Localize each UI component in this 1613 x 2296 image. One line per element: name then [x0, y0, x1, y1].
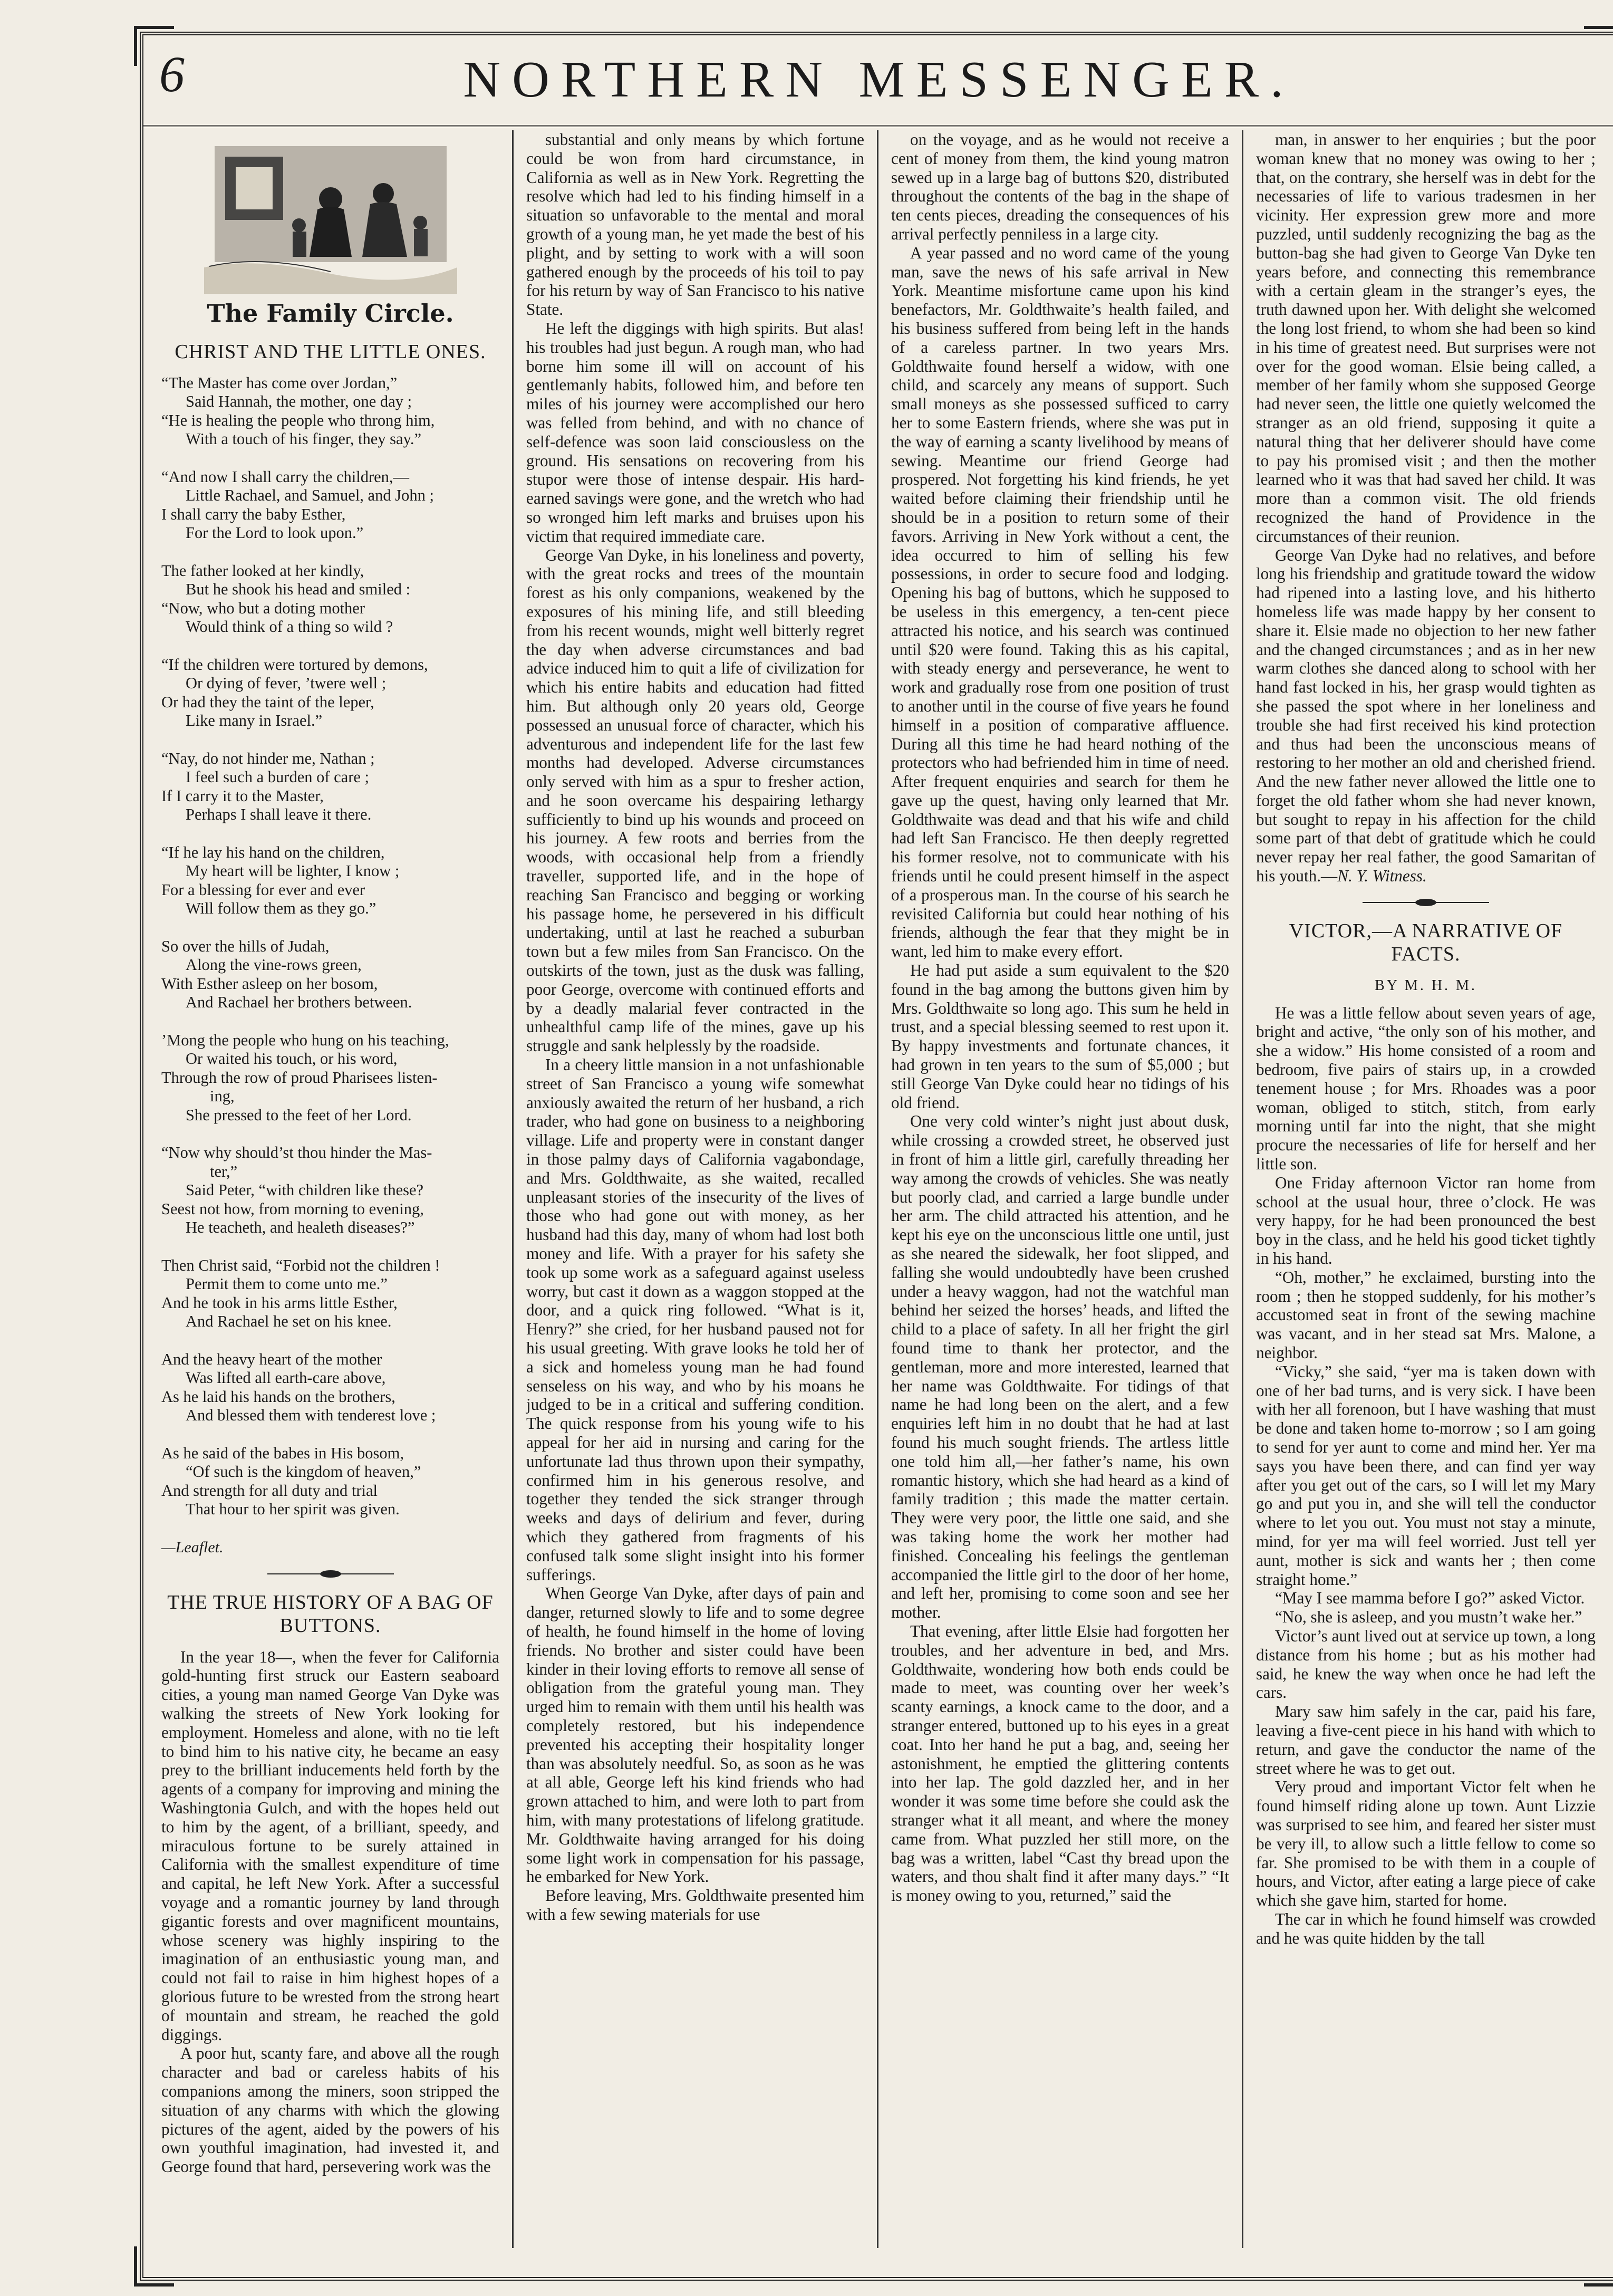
poem-line: Little Rachael, and Samuel, and John ;	[186, 486, 434, 505]
paragraph: That evening, after little Elsie had forgotten her troubles, and her adventure in bed, and Mrs. Goldthwaite, wondering how both ends could be made to meet, was counting over her week’s scanty earnings, a knock came to the door, and a stranger entered, buttoned up to his eyes in a great coat. Into her hand he put a bag, and, seeing her astonishment, he emptied the glittering contents into her lap. The gold dazzled her, and in her wonder it was some time before she could ask the stranger what it all meant, and where the money came from. What puzzled her still more, on the bag was a written, label “Cast thy bread upon the waters, and thou shalt find it after many days.” “It is money owing to you, returned,” said the	[891, 1621, 1229, 1905]
column-2	[514, 130, 878, 2248]
section-heading: The Family Circle.	[207, 299, 454, 328]
poem-line: Or had they the taint of the leper,	[161, 693, 374, 711]
paragraph: “May I see mamma before I go?” asked Victor.	[1275, 1589, 1585, 1608]
masthead	[143, 35, 1613, 127]
poem-line: As he laid his hands on the brothers,	[161, 1387, 395, 1406]
story-source: N. Y. Witness.	[1337, 867, 1427, 886]
poem-line: Will follow them as they go.”	[186, 899, 376, 918]
paragraph: Mary saw him safely in the car, paid his fare, leaving a five-cent piece in his hand with which to return, and gave the conductor the name of the street where he was to get out.	[1256, 1702, 1596, 1778]
poem-title: CHRIST AND THE LITTLE ONES.	[175, 340, 486, 363]
poem-line: So over the hills of Judah,	[161, 937, 330, 955]
poem-line: “Now why should’st thou hinder the Mas-	[161, 1144, 432, 1162]
poem-line: Like many in Israel.”	[186, 712, 323, 730]
poem-stanza	[161, 750, 499, 824]
poem-stanza	[161, 1256, 499, 1331]
poem-line: And Rachael her brothers between.	[186, 993, 412, 1012]
poem-line: Said Peter, “with children like these?	[186, 1181, 424, 1199]
poem-line: And the heavy heart of the mother	[161, 1350, 382, 1368]
paragraph: One very cold winter’s night just about dusk, while crossing a crowded street, he observed just in front of him a little girl, carefully threading her way among the crowds of vehicles. She was neatly but poorly clad, and carried a large bundle under her arm. The child attracted his attention, and he kept his eye on the unconscious little one until, just as she neared the sidewalk, her foot slipped, and falling she would undoubtedly have been crushed under a heavy waggon, had not the watchful man behind her seized the horses’ heads, and lifted the child to a place of safety. In all her fright the girl found time to thank her protector, and the gentleman, more and more interested, learned that her name was Goldthwaite. For tidings of that name he had long been on the alert, and a few enquiries left him in no doubt that he had at last found his much sought friends. The artless little one told him all,—her father’s name, his own romantic history, which she had heard as a kind of family tradition ; this made the matter certain. They were very poor, the little one said, and she was taking home the work her mother had finished. Concealing his feelings the gentleman accompanied the little girl to the door of her home, and left her, promising to come soon and see her mother.	[891, 1112, 1229, 1622]
poem-line: For a blessing for ever and ever	[161, 880, 365, 899]
poem-line: With a touch of his finger, they say.”	[186, 430, 422, 448]
paragraph: When George Van Dyke, after days of pain and danger, returned slowly to life and to some degree of health, he found himself in the home of loving friends. No brother and sister could have been kinder in their loving efforts to remove all sense of obligation from the grateful young man. They urged him to remain with them until his health was completely restored, but his independence prevented his accepting their hospitality longer than was absolutely needful. So, as soon as he was at all able, George left his kind friends who had grown attached to him, and were loth to part from him, with many protestations of lifelong gratitude. Mr. Goldthwaite having arranged for his doing some light work in compensation for his passage, he embarked for New York.	[526, 1584, 864, 1886]
poem-line: She pressed to the feet of her Lord.	[186, 1106, 412, 1124]
poem-line: “He is healing the people who throng him,	[161, 411, 435, 429]
poem-line: Then Christ said, “Forbid not the children !	[161, 1256, 440, 1274]
story-text	[161, 1648, 499, 2176]
paragraph: He was a little fellow about seven years of age, bright and active, “the only son of his mother, and she a widow.” His home consisted of a room and bedroom, five pairs of stairs up, in a crowded tenement house ; for Mrs. Rhoades was a poor woman, obliged to stitch, stitch, from early morning until far into the night, that she might procure the necessaries of life for herself and her little son.	[1256, 1003, 1596, 1174]
poem-line: As he said of the babes in His bosom,	[161, 1444, 404, 1462]
paragraph: “No, she is asleep, and you mustn’t wake her.”	[1275, 1608, 1582, 1627]
poem-line: Perhaps I shall leave it there.	[186, 805, 372, 824]
paragraph: In the year 18—, when the fever for California gold-hunting first struck our Eastern seaboard cities, a young man named George Van Dyke was walking the streets of New York looking for employment. Homeless and alone, with no tie left to bind him to his native city, he became an easy prey to the brilliant inducements held forth by the agents of a company for improving and mining the Washingtonia Gulch, and with the hopes held out to him by the agent, of a brilliant, speedy, and miraculous fortune to be surely attained in California with the smallest expenditure of time and capital, he left New York. After a successful voyage and a romantic journey by land through gigantic forests and over magnificent mountains, whose scenery was highly inspiring to the imagination of an enthusiastic young man, and could not fail to raise in him highest hopes of a glorious future to be wrested from the strong heart of mountain and stream, he reached the gold diggings.	[161, 1647, 499, 2044]
poem-line: I feel such a burden of care ;	[186, 768, 370, 786]
paragraph: A year passed and no word came of the young man, save the news of his safe arrival in New York. Meantime misfortune came upon his kind benefactors, Mr. Goldthwaite’s health failed, and his business suffered from being left in the hands of a careless partner. In two years Mrs. Goldthwaite found herself a widow, with one child, and scarcely any means of support. Such small moneys as she possessed sufficed to carry her to some Eastern friends, where she was put in the way of earning a scanty livelihood by means of sewing. Meantime our friend George had prospered. Not forgetting his kind friends, he yet waited before claiming their friendship until he should be in a position to return some of their favors. Arriving in New York without a cent, the idea occurred to him of selling his few possessions, in order to secure food and lodging. Opening his bag of buttons, which he supposed to be useless in this emergency, a ten-cent piece attracted his notice, and his search was continued until $20 were found. Taking this as his capital, with steady energy and perseverance, he went to work and gradually rose from one position of trust to another until in the course of five years he found himself in a position of comparative affluence. During all this time he had heard nothing of the protectors who had befriended him in time of need. After frequent enquiries and search for them he gave up the quest, having only learned that Mr. Goldthwaite was dead and that his wife and child had left San Francisco. He then deeply regretted his former resolve, not to communicate with his friends until he could present himself in the aspect of a prosperous man. In the course of his search he revisited California but could hear nothing of his friends, although the fear that they might be in want, led him to make every effort.	[891, 243, 1229, 961]
story-text	[1256, 1004, 1596, 1948]
poem-line: Along the vine-rows green,	[186, 956, 362, 974]
paragraph: A poor hut, scanty fare, and above all the rough character and bad or careless habits of his companions among the miners, soon stripped the situation of any charms with which the glowing pictures of the agent, aided by the powers of his own youthful imagination, had invested it, and George found that hard, persevering work was the	[161, 2044, 499, 2176]
paragraph: on the voyage, and as he would not receive a cent of money from them, the kind young matron sewed up in a large bag of buttons $20, distributed throughout the contents of the bag in the shape of ten cents pieces, dreading the consequences of his arrival perfectly penniless in a large city.	[891, 130, 1229, 243]
paragraph: Before leaving, Mrs. Goldthwaite presented him with a few sewing materials for use	[526, 1886, 864, 1924]
poem-stanza	[161, 1144, 499, 1237]
poem-stanza	[161, 656, 499, 731]
story-text	[1256, 130, 1596, 886]
poem-line: Permit them to come unto me.”	[186, 1275, 388, 1293]
poem-line: I shall carry the baby Esther,	[161, 505, 346, 523]
poem-line: Said Hannah, the mother, one day ;	[186, 392, 412, 411]
corner-ornament	[134, 2246, 174, 2287]
poem-line: ter,”	[210, 1162, 238, 1180]
poem-line: Would think of a thing so wild ?	[186, 618, 393, 636]
poem-line: With Esther asleep on her bosom,	[161, 974, 378, 993]
poem-line: “If he lay his hand on the children,	[161, 843, 385, 861]
poem-line: “The Master has come over Jordan,”	[161, 373, 398, 392]
paragraph: substantial and only means by which fortune could be won from hard circumstance, in California as well as in New York. Regretting the resolve which had led to his finding himself in a situation so unfavorable to the mental and moral growth of a young man, he yet made the best of his plight, and by setting to work with a will soon gathered enough by the proceeds of his toil to pay for his return by way of San Francisco to his native State.	[526, 130, 864, 319]
poem-body	[161, 374, 499, 1519]
poem-stanza	[161, 468, 499, 543]
poem-line: The father looked at her kindly,	[161, 561, 364, 580]
column-1	[149, 130, 514, 2248]
article-columns	[149, 130, 1609, 2248]
poem-stanza	[161, 562, 499, 637]
poem-stanza	[161, 1031, 499, 1125]
poem-line: “Of such is the kingdom of heaven,”	[186, 1463, 421, 1481]
page-frame	[140, 32, 1613, 2281]
family-engraving-illustration	[194, 136, 468, 299]
paragraph: He left the diggings with high spirits. But alas! his troubles had just begun. A rough man, who had borne him some ill will on account of his gentlemanly habits, followed him, and before ten miles of his journey were accomplished our hero was felled from behind, and with no chance of self-defence was soon laid consciousless on the ground. His sensations on recovering from his stupor were those of intense despair. His hard-earned savings were gone, and the wretch who had so wronged him left marks and bruises upon his victim that required immediate care.	[526, 319, 864, 545]
paragraph: “Vicky,” she said, “yer ma is taken down with one of her bad turns, and is very sick. I have been with her all forenoon, but I have washing that must be done and taken home to-morrow ; so I am going to send for yer aunt to come and mind her. Yer ma says you have been there, and can find yer way after you get out of the cars, so I will let my Mary go and put you in, and she will tell the conductor where to let you out. You must not stay a minute, mind, for yer ma will feel worried. Just tell yer aunt, mother is sick and wants her ; then come straight home.”	[1256, 1362, 1596, 1589]
paragraph: One Friday afternoon Victor ran home from school at the usual hour, three o’clock. He was very happy, for he had been pronounced the best boy in the class, and he held his good ticket tightly in his hand.	[1256, 1173, 1596, 1268]
newspaper-title: NORTHERN MESSENGER.	[463, 51, 1295, 108]
byline: BY M. H. M.	[1375, 977, 1477, 994]
divider-rule	[1363, 897, 1489, 908]
poem-line: ing,	[210, 1087, 235, 1106]
poem-line: “If the children were tortured by demons,	[161, 655, 428, 674]
poem-line: Seest not how, from morning to evening,	[161, 1199, 424, 1218]
paragraph: The car in which he found himself was crowded and he was quite hidden by the tall	[1256, 1909, 1596, 1947]
page-number: 6	[159, 46, 185, 102]
poem-line: For the Lord to look upon.”	[186, 524, 364, 542]
poem-line: If I carry it to the Master,	[161, 786, 324, 805]
poem-line: Was lifted all earth-care above,	[186, 1369, 386, 1387]
paragraph: George Van Dyke, in his loneliness and poverty, with the great rocks and trees of the mountain forest as his only companions, weakened by the exposures of his mining life, and still bleeding from his recent wounds, might well bitterly regret the day when adverse circumstances and bad advice induced him to quit a life of civilization for which his entire habits and education had fitted him. But although only 20 years old, George possessed an unusual force of character, which his adventurous and independent life for the last few months had developed. Adverse circumstances only served with him as a spur to fresher action, and he soon overcame his despairing lethargy sufficiently to bind up his wounds and proceed on his journey. A few roots and berries from the woods, with occasional help from a friendly traveller, supported life, and in the hope of reaching San Francisco and begging or working his passage home, he persevered in his difficult undertaking, until at last he reached a suburban town but a few miles from San Francisco. On the outskirts of the town, just as the dusk was falling, poor George, overcome with continued efforts and by a deadly malarial fever contracted in the unhealthful camp life of the mines, gave up his struggle and sank helplessly by the roadside.	[526, 545, 864, 1055]
poem-line: Or waited his touch, or his word,	[186, 1050, 398, 1068]
poem-line: Through the row of proud Pharisees listen-	[161, 1068, 438, 1087]
paragraph: Very proud and important Victor felt when he found himself riding alone up town. Aunt Lizzie was surprised to see him, and feared her sister must be very ill, to allow such a little fellow to come so far. She promised to be with them in a couple of hours, and Victor, after eating a large piece of cake which she gave him, started for home.	[1256, 1778, 1596, 1910]
poem-line: “Nay, do not hinder me, Nathan ;	[161, 749, 375, 767]
paragraph: He had put aside a sum equivalent to the $20 found in the bag among the buttons given him by Mrs. Goldthwaite so long ago. This sum he held in trust, and a special blessing seemed to rest upon it. By happy investments and fortunate chances, it had grown in ten years to the sum of $5,000 ; but still George Van Dyke could hear no tidings of his old friend.	[891, 961, 1229, 1112]
paragraph: man, in answer to her enquiries ; but the poor woman knew that no money was owing to her ; that, on the contrary, she herself was in debt for the necessaries of life to various tradesmen in her vicinity. Her expression grew more and more puzzled, until suddenly recognizing the bag as the button-bag she had given to George Van Dyke ten years before, and connecting this remembrance with a certain gleam in the stranger’s eyes, the truth dawned upon her. With delight she welcomed the long lost friend, to whom she had been so kind in his time of greatest need. But surprises were not over for the good woman. Elsie being called, a member of her family whom she supposed George had never seen, the little one quietly welcomed the stranger as an old friend, supposing it quite a natural thing that her deliverer should have come to pay his promised visit ; and then the mother learned who it was that had saved her child. It was more than a common visit. The old friends recognized the hand of Providence in the circumstances of their reunion.	[1256, 130, 1596, 545]
poem-line: “Now, who but a doting mother	[161, 599, 365, 617]
poem-line: He teacheth, and healeth diseases?”	[186, 1218, 415, 1237]
divider-rule	[267, 1569, 394, 1579]
story-title: VICTOR,—A NARRATIVE OF FACTS.	[1289, 919, 1563, 965]
poem-line: And blessed them with tenderest love ;	[186, 1406, 436, 1425]
poem-line: That hour to her spirit was given.	[186, 1500, 400, 1519]
poem-line: And strength for all duty and trial	[161, 1481, 378, 1500]
poem-line: And he took in his arms little Esther,	[161, 1293, 398, 1312]
poem-line: And Rachael he set on his knee.	[186, 1312, 392, 1331]
poem-line: But he shook his head and smiled :	[186, 580, 411, 599]
poem-line: ’Mong the people who hung on his teaching,	[161, 1031, 449, 1049]
poem-line: Or dying of fever, ’twere well ;	[186, 674, 387, 693]
poem-source: —Leaflet.	[161, 1538, 224, 1556]
poem-line: “And now I shall carry the children,—	[161, 467, 410, 486]
poem-stanza	[161, 843, 499, 918]
column-3	[878, 130, 1243, 2248]
paragraph: Victor’s aunt lived out at service up town, a long distance from his home ; but as his mother had said, he knew the way when once he had left the cars.	[1256, 1626, 1596, 1702]
story-title: THE TRUE HISTORY OF A BAG OF BUTTONS.	[167, 1591, 494, 1637]
poem-line: My heart will be lighter, I know ;	[186, 862, 400, 880]
poem-stanza	[161, 374, 499, 449]
corner-ornament	[1584, 2246, 1613, 2287]
poem-stanza	[161, 937, 499, 1012]
paragraph: “Oh, mother,” he exclaimed, bursting into the room ; then he stopped suddenly, for his mother’s accustomed seat in front of the sewing machine was vacant, and in her stead sat Mrs. Malone, a neighbor.	[1256, 1267, 1596, 1362]
paragraph: George Van Dyke had no relatives, and before long his friendship and gratitude toward the widow had ripened into a lasting love, and his hitherto homeless life was made happy by her consent to share it. Elsie made no objection to her new father and the changed circumstances ; and as in her new warm clothes she danced along to school with her hand fast locked in his, her grasp would tighten as she passed the spot where in her loneliness and trouble she had first received his kind protection and thus had been the unconscious means of restoring to her mother an old and cherished friend. And the new father never allowed the little one to forget the old father whom she had never known, but sought to repay in his affection for the child some part of that debt of gratitude which he could never repay her real father, the good Samaritan of his youth.—N. Y. Witness.	[1256, 545, 1596, 886]
column-4	[1243, 130, 1608, 2248]
paragraph: In a cheery little mansion in a not unfashionable street of San Francisco a young wife somewhat anxiously awaited the return of her husband, a rich trader, who had gone on business to a neighboring village. Life and property were in constant danger in those palmy days of California vagabondage, and Mrs. Goldthwaite, as she waited, recalled unpleasant stories of the insecurity of the lives of those who had gone out with money, as her husband had this day, many of whom had lost both money and life. With a prayer for his safety she took up some work as a safeguard against useless worry, but cast it down as a waggon stopped at the door, and a quick ring followed. “What is it, Henry?” she cried, for her husband paused not for his usual greeting. With grave looks he told her of a sick and homeless young man he had found senseless on his way, and who by his moans he judged to be in a critical and suffering condition. The quick response from his young wife to his appeal for her aid in nursing and caring for the unfortunate lad thus thrown upon their sympathy, confirmed him in his generous resolve, and together they tended the sick stranger through weeks and days of delirium and fever, during which they gathered from fragments of his confused talk some slight insight into his former sufferings.	[526, 1055, 864, 1584]
poem-stanza	[161, 1444, 499, 1519]
poem-stanza	[161, 1350, 499, 1425]
